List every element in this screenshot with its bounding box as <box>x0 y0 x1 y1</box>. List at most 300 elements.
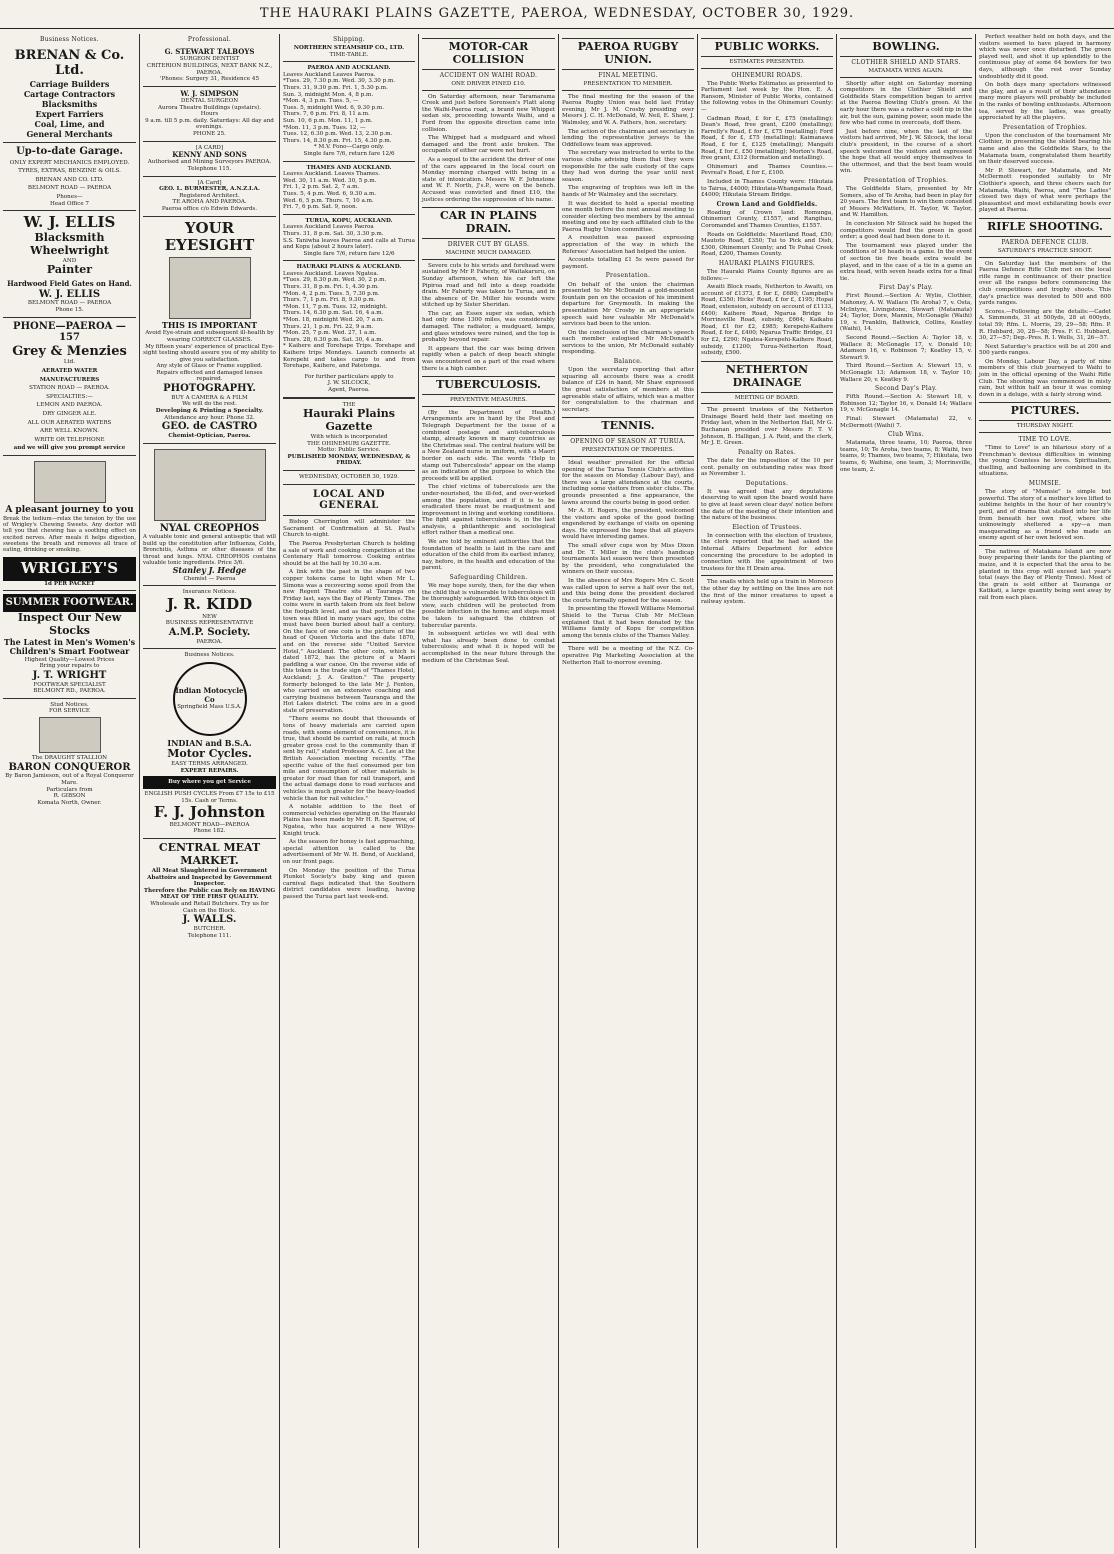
timetable-row: *Mon. 4, 3 p.m. Tues. 5, — <box>283 98 359 105</box>
buy-line: BUY A CAMERA & A FILM <box>171 394 248 401</box>
tuberculosis-headline: TUBERCULOSIS. <box>422 376 555 395</box>
article-paragraph: The tournament was played under the conditions of 16 heads in a game. In the event of section tie five heads extra would be played, and in the case of a tie in a game an extra head, with seven heads extra for a final tie. <box>840 242 972 282</box>
article-paragraph: The chief victims of tuberculosis are the under-nourished, the ill-fed, and over-worked among the population, and if it is to be eradicated there must be readjustment and improvement in living and working conditions. The fight against tuberculosis is, in the last analysis, a philanthropic and sociological effort rather than a medical one. <box>422 484 555 537</box>
article-paragraph: (By the Department of Health.) Arrangements are in hand by the Post and Telegraph Department for the issue of a combined postage and anti-tuberculosis stamp, already known in many countries as the Christmas seal. The central feature will be a New Zealand nurse in uniform, with a Maori border on each side. The words "Help to stamp out Tuberculosis" appear on the stamp as an indication of the purpose to which the proceeds will be applied. <box>422 409 555 482</box>
ellis-address: BELMONT ROAD — PAEROA <box>27 300 112 307</box>
article-paragraph: Severe cuts to his wrists and forehead were sustained by Mr P. Faherty, of Waitakaruru, on Sunday afternoon, when his car left the Pipiroa road and fell into a deep roadside drain. Mr Faherty was taken to Turua, and in the absence of Dr. Miller his wounds were stitched up by Sister Sheridan. <box>422 262 555 309</box>
article-subheading: Balance. <box>613 358 643 366</box>
horse-illustration <box>39 717 101 753</box>
phones-label: Phones— <box>56 193 83 200</box>
hedge-address: Chemist — Paeroa <box>183 575 236 582</box>
burmester-name: GEO. L. BURMESTER, A.N.Z.I.A. <box>159 186 260 193</box>
surgeon-line: SURGEON DENTIST <box>179 56 240 63</box>
article-paragraph: Second Round.—Section A: Taylor 18, v. Wallace 8; McGonagle 17, v. Donald 10; Adamson 16, v. Robinson 7; Keatley 15, v. Stewart 9. <box>840 334 972 361</box>
card-label: [A CARD] <box>195 144 224 151</box>
article-paragraph: In subsequent articles we will deal with what has already been done to combat tuberculosis; and what it is hoped will be accomplished in the near future through the medium of the Christmas Seal. <box>422 631 555 664</box>
public-works-subhead-2: OHINEMURI ROADS. <box>731 71 803 79</box>
photography-heading: PHOTOGRAPHY. <box>163 383 256 395</box>
stud-header: Stud Notices. <box>50 701 89 708</box>
wholesale-line: Wholesale and Retail Butchers. Try us for Cash on the Block. <box>150 900 269 914</box>
kenny-text: Authorised and Mining Surveyors PAEROA. <box>147 159 272 166</box>
rugby-headline: PAEROA RUGBY UNION. <box>562 38 694 70</box>
buy-where-line: Buy where you get Service <box>143 776 276 789</box>
timetable-row: *Tues. 29, 7.30 p.m. Wed. 30, 3.30 p.m. <box>283 78 396 85</box>
telephone-111: Telephone 111. <box>187 932 232 939</box>
public-works-headline: PUBLIC WORKS. <box>701 38 833 57</box>
rugby-subhead: FINAL MEETING. <box>598 71 658 79</box>
timetable-row: Tues. 12, 6.30 p.m. Wed. 13, 2.30 p.m. <box>283 131 393 138</box>
drain-subhead-2: MACHINE MUCH DAMAGED. <box>422 250 555 260</box>
manufacturers-line: MANUFACTURERS <box>39 376 100 383</box>
timetable-row: Thurs. 21, 1 p.m. Fri. 22, 9 a.m. <box>283 323 374 330</box>
article-paragraph: Just before nine, when the last of the visitors had arrived, Mr J. W. Silcock, the local club's president, in the course of a short speech welcomed the visitors and expressed the hope that all would enjoy themselves to the uttermost, and that the best team would win. <box>840 128 972 175</box>
article-paragraph: There will be a meeting of the N.Z. Co-operative Pig Marketing Association at the Netherton Hall to-morrow evening. <box>562 646 694 666</box>
timetable-row: Thurs. 14, 8.30 p.m. Fri. 15, 4.30 p.m. <box>283 137 392 144</box>
further-particulars: For further particulars apply to <box>304 373 394 380</box>
johnston-name: F. J. Johnston <box>153 803 266 822</box>
developing-line: Developing & Printing a Specialty. <box>155 408 264 415</box>
ellis-phone: Phone 15. <box>55 306 84 313</box>
column-news-1 <box>419 34 558 1548</box>
timetable-row: Tues. 5, 4 p.m. Wed. 6, 9.30 a.m. <box>283 190 377 197</box>
timetable-row: Tues. 5, midnight Wed. 6, 9.30 p.m. <box>283 104 384 111</box>
article-paragraph: In the absence of Mrs Rogers Mrs C. Scott was called upon to serve a half over the net, and this being done the president declared the courts formally opened for the season. <box>562 578 694 604</box>
article-paragraph: The Hauraki Plains County figures are as follows:— <box>701 269 833 282</box>
nyal-text: A valuable tonic and general antiseptic that will build up the constitution after Influenza, Colds, Bronchitis, Asthma or other diseases of the throat and lungs. NYAL CREOPHOS contains valuable tonic ingredients. Price 3/6. <box>143 534 276 566</box>
nameplate: Hauraki Plains Gazette <box>302 407 396 434</box>
kenny-card <box>143 142 276 177</box>
article-paragraph: Cadman Road, £ for £, £75 (metalling); Dean's Road, free grant, £200 (metalling); Farrelly's Road, £ for £, £75 (metalling); Ford Road, £ for £, £75 (metalling); Kaimanawa Road, £ for £, £125 (metalling); Mangaiti Road, £ for £, £50 (metalling); Morton's Road, free grant, £312 (formation and metalling). <box>701 115 833 162</box>
article-paragraph: We may hope surely, then, for the day when the child that is vulnerable to tuberculosis will be thoroughly safeguarded. With this object in view, such children will be protected from possible infection in the home; and steps must be taken to safeguard the children of tubercular parents. <box>422 583 555 629</box>
article-paragraph: Fifth Round.—Section A: Stewart 18, v. Robinson 12; Taylor 16, v. Donald 14; Wallace 19, v. McGonagle 14. <box>840 394 972 414</box>
brenan-address: BELMONT ROAD — PAEROA <box>27 185 112 192</box>
inspect-line: Inspect Our New Stocks <box>17 610 122 637</box>
business-header: Business Notices. <box>184 652 235 659</box>
amp-line: A.M.P. Society. <box>168 626 251 638</box>
aurora-line: Aurora Theatre Buildings (upstairs). <box>157 104 262 111</box>
timetable-row: Thurs. 14, 6.30 p.m. Sat. 16, 4 a.m. <box>283 310 384 317</box>
article-paragraph: Upon the conclusion of the tournament Mr Clothier, in presenting the shield bearing his name and also the Goldfields Stars, to the Matamata team, congratulated them heartily on their deserved success. <box>979 132 1111 166</box>
write-line: WRITE OR TELEPHONE <box>34 436 105 443</box>
timetable-row: *Mon. 25, 7 p.m. Wed. 27, 1 a.m. <box>283 330 377 337</box>
paeroa-line: PAEROA. <box>196 638 223 645</box>
for-service: FOR SERVICE <box>49 708 90 715</box>
article-paragraph: On the conclusion of the chairman's speech each member eulogised Mr McDonald's services to the union, Mr McDonald suitably responding. <box>562 329 694 356</box>
article-paragraph: Mr A. H. Rogers, the president, welcomed the visitors and spoke of the good feeling engendered by exchange of visits on opening days. He expressed the hope that all players would have interesting games. <box>562 508 694 541</box>
article-paragraph: Roading of Crown land: Romunga, Ohinemuri County, £1557, and Rangihau, Coromandel and Thames Counties, £1557. <box>701 209 833 229</box>
timetable-row: Sun. 3, midnight Mon. 4, 8 p.m. <box>283 91 374 98</box>
wright-name: J. T. WRIGHT <box>32 669 107 681</box>
bowling-subhead-2: MATAMATA WINS AGAIN. <box>840 68 972 78</box>
article-paragraph: Perfect weather held on both days, and the visitors seemed to have played in harmony which was never once disturbed. The green played well, and shot it up splendidly to the continuous play of some 64 bowlers for two days, although the rest over Sunday undoubtedly did it good. <box>979 34 1111 80</box>
route-note: S.S. Taniwha leaves Paeroa and calls at Turua and Kopu (about 2 hours later). <box>283 237 415 251</box>
summer-footwear: SUMMER FOOTWEAR. <box>3 594 136 612</box>
column-sport-pictures <box>976 34 1114 1548</box>
tuberculosis-subhead: PREVENTIVE MEASURES. <box>422 397 555 407</box>
drain-subhead: DRIVER CUT BY GLASS. <box>447 241 530 249</box>
article-paragraph: Third Round.—Section A: Stewart 15, v. McGonagle 13; Adamson 18, v. Taylor 10; Wallace 20, v. Keatley 9. <box>840 363 972 383</box>
all-our-line: ALL OUR AERATED WATERS <box>27 419 112 426</box>
article-paragraph: On Monday the position of the Turua Plunket Society's baby king and queen carnival flags indicated that the Southern district candidates were leading, having passed the Turua part last week-end. <box>283 867 415 900</box>
netherton-subhead: MEETING OF BOARD. <box>701 395 833 405</box>
castro-name: GEO. de CASTRO <box>161 421 258 433</box>
column-news-3 <box>698 34 836 1548</box>
brenan-ad <box>3 45 136 211</box>
local-general-heading: LOCAL AND GENERAL <box>312 488 386 512</box>
article-paragraph: It was decided to hold a special meeting one month before the next annual meeting to consider electing two members by the annual meeting and one by each affiliated club to the Paeroa Rugby Union committee. <box>562 200 694 233</box>
phone-157: PHONE—PAEROA —157 <box>13 320 126 344</box>
article-paragraph: The Paeroa Presbyterian Church is holding a sale of work and cooking competition at the Centenary Hall tomorrow. Cooking entries should be at the hall by 10.30 a.m. <box>283 541 415 567</box>
timetable-row: Thurs. 7, 6 p.m. Fri. 8, 11 a.m. <box>283 111 370 118</box>
issue-date: WEDNESDAY, OCTOBER 30, 1929. <box>298 474 399 481</box>
collision-subhead-2: ONE DRIVER FINED £10. <box>422 81 555 91</box>
lemon-line: LEMON AND PAEROA. <box>36 402 103 409</box>
ellis-name: W. J. ELLIS <box>23 213 116 232</box>
article-paragraph: In connection with the election of trustees, the clerk reported that he had asked the Internal Affairs Department for advice concerning the procedure to be adopted in connection with the appointment of two trustees for the H Drain area. <box>701 532 833 572</box>
route-heading: TURUA, KOPU, AUCKLAND. <box>305 217 393 224</box>
article-paragraph: Shortly after eight on Saturday morning competitors in the Clothier Shield and Goldfields Stars competition began to arrive at the Paeroa Bowling Club's green. At the early hour there was a rather a cold nip in the air, but the sun, gaining power, soon made the few who had come in overcoats, doff them. <box>840 80 972 127</box>
article-paragraph: Accounts totalling £1 5s were passed for payment. <box>562 257 694 270</box>
hours-text: 9 a.m. till 5 p.m. daily. Saturdays: All day and evenings. <box>145 117 274 131</box>
article-paragraph: The date for the imposition of the 10 per cent. penalty on outstanding rates was fixed as November 1. <box>701 457 833 478</box>
published-line: PUBLISHED MONDAY, WEDNESDAY, & FRIDAY. <box>287 453 411 467</box>
particulars-line: Particulars from <box>46 786 93 793</box>
incorporated-line: With which is incorporated <box>310 434 388 441</box>
wrigleys-logo: WRIGLEY'S <box>3 557 136 581</box>
rep-line: BUSINESS REPRESENTATIVE <box>165 620 254 627</box>
article-paragraph: Roads on Goldfields: Maoriland Road, £50; Mautoto Road, £350; Tui to Pick and Dish, £300, Ohinemuri County; and Te Puhai Creek Road, £200, Thames County. <box>701 231 833 258</box>
timetable-row: Thurs. 31, 8 p.m. Sat. 30, 3.30 p.m. <box>283 230 384 237</box>
meat-text: All Meat Slaughtered in Government Abattoirs and Inspected by Government Inspector. <box>147 867 272 888</box>
route-note: * M.V. Fono—Cargo only. <box>313 144 385 151</box>
tennis-headline: TENNIS. <box>562 417 694 436</box>
service-line: Coal, Lime, and <box>34 118 105 129</box>
service-line: Carriage Builders <box>29 78 110 89</box>
timetable-row: *Tues. 29, 8.30 p.m. Wed. 30, 2 p.m. <box>283 277 387 284</box>
timetable-row: Thurs. 7, 1 p.m. Fri. 8, 9.30 p.m. <box>283 297 376 304</box>
article-subheading: First Day's Play. <box>879 284 933 292</box>
service-line: Cartage Contractors <box>23 88 116 99</box>
article-paragraph: We are told by eminent authorities that the foundation of health is laid in the care and education of the child from its earliest infancy, nay, before, in the health and education of the parent. <box>422 539 555 572</box>
article-paragraph: The natives of Matakana Island are now busy preparing their lands for the planting of maize, and it is expected that the area to be planted in this crop will exceed last year's total (says the Bay of Plenty Times). Most of the grain is sold either at Tauranga or Katikati, a large quantity being sent away by rail from each place. <box>979 548 1111 602</box>
bowling-subhead: CLOTHIER SHIELD AND STARS. <box>851 58 961 66</box>
timetable-row: Wed. 30, 11 a.m. Wed. 30, 5 p.m. <box>283 177 377 184</box>
ellis-ad <box>3 211 136 317</box>
collision-subhead: ACCIDENT ON WAIHI ROAD. <box>439 71 538 79</box>
johnston-ad <box>143 649 276 839</box>
talboys-phones: 'Phones: Surgery 31, Residence 45 <box>159 76 260 83</box>
bowling-headline: BOWLING. <box>840 38 972 57</box>
ellis-line: Blacksmith <box>34 230 105 244</box>
brenan-services <box>3 79 136 139</box>
article-paragraph: Next Saturday's practice will be at 200 and 500 yards ranges. <box>979 343 1111 357</box>
experience-text: My fifteen years' experience of practical Eye-sight testing should assure you of my ability to give you satisfaction. <box>143 343 276 363</box>
article-subheading: MUMSIE. <box>1028 480 1062 488</box>
article-paragraph: It was agreed that any deputations deserving to wait upon the board would have to give at least seven clear days' notice before the date of the meeting of their intention and the nature of the business. <box>701 488 833 522</box>
meat-heading: CENTRAL MEAT MARKET. <box>158 841 261 868</box>
komata-line: Komata North, Owner. <box>37 799 102 806</box>
drain-headline: CAR IN PLAINS DRAIN. <box>422 207 555 239</box>
talboys-card <box>143 45 276 87</box>
route-columns: Leaves Auckland. Leaves Thames. <box>283 171 380 178</box>
draught-line: The DRAUGHT STALLION <box>31 755 108 762</box>
brenan-name: BRENAN & Co. Ltd. <box>14 48 125 79</box>
article-subheading: Crown Land and Goldfields. <box>716 200 818 208</box>
column-business-notices <box>0 34 139 1548</box>
timetable-row: *Mon. 11, 7 p.m. Tues. 12, midnight. <box>283 303 388 310</box>
baron-pedigree: By Baron Jamieson, out of a Royal Conqueror Mare. <box>5 773 134 787</box>
public-works-subhead: ESTIMATES PRESENTED. <box>701 59 833 69</box>
criterion-line: CRITERION BUILDINGS, NEXT BANK N.Z., PAEROA. <box>146 62 273 76</box>
article-paragraph: Ideal weather prevailed for the official opening of the Turua Tennis Club's activities for the season on Monday (Labour Day), and there was a large attendance at the courts, including some visitors from sister clubs. The grounds presented a fine appearance, the lawns around the courts being in good order. <box>562 459 694 506</box>
kidd-card <box>143 586 276 649</box>
indian-logo-city: Springfield Mass U.S.A. <box>177 703 242 710</box>
kidd-name: J. R. KIDD <box>166 594 253 613</box>
timetable-row: *Mon. 18, midnight Wed. 20, 7 a.m. <box>283 317 384 324</box>
timetable-label: TIME-TABLE. <box>329 51 369 58</box>
motor-cycles-line: Motor Cycles. <box>167 747 252 761</box>
article-paragraph: The action of the chairman and secretary in lending the representative jerseys to the Oddfellows team was approved. <box>562 128 694 148</box>
column-shipping <box>280 34 418 1548</box>
new-line: NEW <box>202 613 217 620</box>
indian-logo <box>173 662 247 736</box>
article-paragraph: Included in Thames County were: Hikutaia to Tairua, £4000; Hikutaia-Whangamata Road, £4000; Hikutaia Stream Bridge. <box>701 178 833 199</box>
kenny-name: KENNY AND SONS <box>172 150 247 160</box>
article-paragraph: The present trustees of the Netherton Drainage Board held their last meeting on Friday last, when in the Netherton Hall, Mr G. Buchanan presided over Messrs F. T. V. Johnson, B. Halligan, J. A. Reid, and the clerk, Mr J. E. Green. <box>701 407 833 447</box>
brenan-company: BRENAN AND CO. LTD. <box>35 176 104 183</box>
article-paragraph: In conclusion Mr Silcock said he hoped the competitors would find the green in good order; a good deal had been done to it. <box>840 221 972 241</box>
article-paragraph: Matamata, three teams, 10; Paeroa, three teams, 10; Te Aroha, two teams, 8; Waihi, two teams, 9; Thames, two teams, 7; Hikutaia, two teams, 6; Waihine, one team, 3; Morrinsville, one team, 2. <box>840 440 972 473</box>
masthead: THE HAURAKI PLAINS GAZETTE, PAEROA, WEDNESDAY, OCTOBER 30, 1929. <box>0 0 1114 29</box>
avoid-text: Avoid Eye-strain and subsequent ill-health by wearing CORRECT GLASSES. <box>145 330 274 343</box>
route-columns: Leaves Auckland Leaves Paeroa <box>283 224 374 231</box>
gates-line: Hardwood Field Gates on Hand. <box>7 279 132 289</box>
push-cycles-line: ENGLISH PUSH CYCLES From £7 15s to £15 15s. Cash or Terms. <box>144 790 275 804</box>
talboys-name: G. STEWART TALBOYS <box>164 47 255 57</box>
repairs-line: Bring your repairs to <box>39 663 100 670</box>
pictures-headline: PICTURES. <box>979 402 1111 421</box>
hours-label: Hours <box>200 111 219 118</box>
timetable-row: Fri. 1, 2 p.m. Sat. 2, 7 a.m. <box>283 184 360 191</box>
article-paragraph: Ohinemuri and Thames Counties.—Pevreal's Road, £ for £, £100. <box>701 163 833 177</box>
station-line: STATION ROAD — PAEROA. <box>29 385 110 392</box>
article-paragraph: Mr P. Stewart, for Matamata, and Mr McDermott responded suitably to Mr Clothier's speech, and three cheers each for Matamata, Waihi, Paeroa, and "The Ladies" closed two days of what were perhaps the pleasantest and most exhilarating bowls ever played at Paeroa. <box>979 167 1111 214</box>
important-line: THIS IS IMPORTANT <box>161 319 258 330</box>
article-paragraph: The small silver cups won by Miss Dixon and Dr. T. Miller in the club's handicap tournaments last season were then presented by the president, who congratulated the winners on their success. <box>562 543 694 576</box>
gibson-name: R. GIBSON <box>53 793 86 800</box>
nameplate-the: THE <box>342 401 356 408</box>
route-fare: Single fare 7/6, return fare 12/6 <box>303 150 395 157</box>
section-header: Business Notices. <box>40 36 99 43</box>
wright-sub: FOOTWEAR SPECIALIST <box>33 681 106 688</box>
route-columns: Leaves Auckland Leaves Paeroa. <box>283 71 376 78</box>
rest-line: We will do the rest. <box>182 401 237 408</box>
article-paragraph: The secretary was instructed to write to the various clubs advising them that they were responsible for the safe custody of the caps they had won during the year until next season. <box>562 150 694 183</box>
tennis-subhead-2: PRESENTATION OF TROPHIES. <box>562 447 694 457</box>
meat-text-2: Therefore the Public can Rely on HAVING MEAT OF THE FIRST QUALITY. <box>143 887 276 901</box>
route-fare: Single fare 7/6, return fare 12/6 <box>303 250 395 257</box>
pictures-subhead: THURSDAY NIGHT. <box>979 423 1111 433</box>
article-subheading: Presentation. <box>605 272 651 280</box>
phone-25: PHONE 25. <box>193 130 226 137</box>
article-paragraph: On behalf of the union the chairman presented to Mr McDonald a gold-mounted fountain pen on the occasion of his imminent departure for Greymouth. In making the presentation Mr Crosby in an appropriate speech said how valuable Mr McDonald's services had been to the union. <box>562 281 694 328</box>
article-paragraph: The Public Works Estimates as presented to Parliament last week by the Hon. E. A. Ransom, Minister of Public Works, contained the following votes in the Ohinemuri County:— <box>701 80 833 114</box>
latest-line: The Latest in Men's Women's Children's Smart Footwear <box>3 636 136 657</box>
pleasant-heading: A pleasant journey to you <box>5 504 134 515</box>
expert-repairs-line: EXPERT REPAIRS. <box>180 767 239 774</box>
route-heading: HAURAKI PLAINS & AUCKLAND. <box>296 264 402 271</box>
timetable-row: *Mon. 4, 2 p.m. Tues. 5, 7.30 p.m. <box>283 290 380 297</box>
ellis-line: Wheelwright <box>30 243 109 257</box>
article-paragraph: A resolution was passed expressing appreciation of the way in which the Referees' Association had helped the union. <box>562 235 694 255</box>
route-note: * Kaihere and Torehape Trips. Torehape and Kaihere trips Mondays. Launch connects at Kerepehi and takes cargo to and from Torehape, Kaihere, and Patetonga. <box>283 343 415 370</box>
route-heading: PAEROA AND AUCKLAND. <box>307 65 391 72</box>
timetable-row: Wed. 6, 5 p.m. Thurs. 7, 10 a.m. <box>283 197 374 204</box>
te-aroha-line: TE AROHA AND PAEROA. <box>172 199 247 206</box>
footwear-ad <box>3 591 136 699</box>
article-paragraph: Final: Stewart (Matamata) 22, v. McDermott (Waihi) 7. <box>840 416 972 429</box>
hedge-signature: Stanley J. Hedge <box>172 565 247 576</box>
ellis-line: AND <box>62 257 77 264</box>
article-paragraph: The Goldfields Stars, presented by Mr Somers, also of Te Aroha, had been in play for 20 years. The first team to win them consisted of Messrs McWatters, H. Taylor, W. Taylor, and W. Hamilton. <box>840 186 972 219</box>
rifle-subhead: PAEROA DEFENCE CLUB. <box>1001 238 1089 246</box>
service-line: Expert Farriers <box>35 108 104 119</box>
phone-182: Phone 182. <box>193 828 226 835</box>
stud-notice <box>3 699 136 810</box>
article-subheading: Safeguarding Children. <box>449 574 528 582</box>
timetable-row: Thurs. 31, 8 p.m. Fri. 1, 4.30 p.m. <box>283 284 379 291</box>
article-subheading: Presentation of Trophies. <box>863 176 949 184</box>
well-known-line: ARE WELL KNOWN. <box>40 428 99 435</box>
architect-line: Registered Architect. <box>179 192 240 199</box>
article-paragraph: "There seems no doubt that thousands of tons of heavy materials are carried upon roads, with some element of convenience, it is true, that should be carried on rails, at much greater gross cost to the community than if sent by rail," stated Professor A. C. Lee at the British Association meeting recently. "The specific value of the fuel consumed per ton mile and consumption of other materials is greater for road than for rail transport, and the actual damage done to road surfaces and vehicles is much greater for the heavy-loaded vehicle than for rail vehicles." <box>283 716 415 802</box>
grey-menzies-ad <box>3 318 136 456</box>
indian-logo-text: Indian Motocycle Co <box>175 686 244 704</box>
telephone-115: Telephone 115. <box>187 165 232 172</box>
article-paragraph: It appears that the car was being driven rapidly when a patch of deep beach shingle was encountered on a part of the road where there is a high camber. <box>422 345 555 372</box>
article-paragraph: Upon the secretary reporting that after squaring all accounts there was a credit balance of £24 in hand, Mr Shaw expressed the great satisfaction of members at this agreeable state of affairs, which was a matter for congratulation to the chairman and secretary. <box>562 367 694 413</box>
article-paragraph: A notable addition to the fleet of commercial vehicles operating on the Hauraki Plains has been made by Mr H. R. Sparrow, of Ngatea, who has acquired a new Willys-Knight truck. <box>283 804 415 837</box>
article-paragraph: First Round.—Section A: Wylie, Clothier, Mahoney, A. W. Wallace (Te Aroha) 7, v. Osta, McIntyre, Livingstone, Stewart (Matamata) 24; Taylor, Dore, Mannix, McGonagle (Waihi) 19, v. Franklin, Bathwick, Collins, Keatley (Waihi), 14. <box>840 293 972 333</box>
wrigleys-ad <box>3 456 136 591</box>
article-paragraph: The engraving of trophies was left in the hands of Mr Walmsley and the secretary. <box>562 185 694 198</box>
article-paragraph: On Saturday last the members of the Paeroa Defence Rifle Club met on the local rifle range in continuance of their practice over all the ranges before commencing the club competitions and trophy shoots. This day's practice was devoted to 500 and 600 yards ranges. <box>979 260 1111 307</box>
ellis-line: Painter <box>46 263 93 277</box>
style-line: Any style of Glass or Frame supplied. <box>156 363 263 370</box>
article-subheading: Election of Trustees. <box>732 523 802 531</box>
article-subheading: Club Wins. <box>888 431 924 439</box>
ltd-label: Ltd. <box>63 359 76 366</box>
timetable-row: *Mon. 11, 3 p.m. Tues. 12, — <box>283 124 366 131</box>
office-line: Paeroa office c/o Edwin Edwards. <box>161 205 258 212</box>
burmester-card <box>143 177 276 217</box>
service-line: General Merchants <box>26 128 113 139</box>
timetable-row: Fri. 7, 6 p.m. Sat. 9, noon. <box>283 204 358 211</box>
travellers-illustration <box>34 461 106 503</box>
indian-bsa-line: INDIAN and B.S.A. <box>167 737 252 748</box>
tyres-line: TYRES, EXTRAS, BENZINE & OILS. <box>18 168 121 175</box>
ginger-line: DRY GINGER ALE. <box>42 411 97 417</box>
johnston-address: BELMONT ROAD—PAEROA <box>169 821 250 828</box>
pleasant-text: Break the tedium—relax the tension by the use of Wrigley's Chewing Sweets. Any doctor will tell you that chewing has a soothing effect on excited nerves. After meals it helps digestion, sweetens the breath and removes all trace of eating, drinking or smoking. <box>3 515 136 554</box>
specialties-line: SPECIALTIES:— <box>46 393 93 400</box>
article-paragraph: Scores.—Following are the details:—Cadet A. Simmonds, 31 at 500yds, 28 at 600yds, total 59; Rfm. L. Morris, 29, 29—58; Rfm. P. R. Hubbard, 30, 28—58; Pres. F. C. Hubbard, 30, 27—57; Dep.-Pres. R. I. Wells, 31, 26—57. <box>979 308 1111 342</box>
article-paragraph: On Saturday afternoon, near Taramarama Creek and just before Sorensen's Flatt along the Waihi-Paeroa road, a brand new Whippet sedan six, proceeding towards Waihi, and a Ford from the opposite direction came into collision. <box>422 93 555 133</box>
mechanics-line: ONLY EXPERT MECHANICS EMPLOYED. <box>9 159 130 166</box>
quality-line: Highest Quality—Lowest Prices <box>24 656 115 663</box>
column-professional <box>140 34 279 1548</box>
tennis-subhead: OPENING OF SEASON AT TURUA. <box>570 438 686 446</box>
chemist-line: Chemist-Optician, Paeroa. <box>168 433 251 440</box>
article-paragraph: The Whippet had a mudguard and wheel damaged and the front axle broken. The occupants of either car were not hurt. <box>422 135 555 155</box>
column-news-2 <box>559 34 697 1548</box>
prompt-line: and we will give you prompt service <box>13 445 126 452</box>
article-subheading: Second Day's Play. <box>874 385 938 393</box>
rugby-subhead-2: PRESENTATION TO MEMBER. <box>562 81 694 91</box>
wrigleys-price: 1d PER PACKET <box>44 580 95 587</box>
article-paragraph: A link with the past in the shape of two copper tokens came to light when Mr L. Simons was a recovering some spoil from the new Regent Theatre site at Tauranga on Friday last, says the Bay of Plenty Times. The coins were in earth taken from six feet below the footpath level, and as that portion of the town was filled in many years ago, the coins must have been buried about half a century. On the face of one coin is the picture of the head of Queen Victoria and the date 1870, and on the reverse side "United Service Hotel," Auckland. The other coin, which is dated 1872, has the picture of a Maori paddling a war canoe. On the reverse side of this token is the trade sign of "Thames Hotel, Auckland; J. A. Gratton." The property formerly belonged to the late Mr J. Fenton, who carried on an extensive coaching and carrying business between Tauranga and the Hot Lakes district. The coins are in a good state of preservation. <box>283 569 415 714</box>
article-paragraph: As a sequel to the accident the driver of one of the cars appeared in the local court on Monday morning charged with being in a state of intoxication. Messrs W. F. Johnstone and W. F. North, J's.P., were on the bench. Accused was convicted and fined £10, the justices ordering the suppression of his name. <box>422 156 555 203</box>
article-paragraph: As the season for honey is fast approaching, special attention is called to the advertisement of Mr W. H. Bond, of Auckland, on our front page. <box>283 839 415 865</box>
wright-address: BELMONT RD., PAEROA. <box>33 688 106 695</box>
article-paragraph: On both days many spectators witnessed the play, and as a result of their attendance many more players will probably be included in the ranks of bowling enthusiasts. Afternoon tea, served by the ladies, was greatly appreciated by all the players. <box>979 82 1111 122</box>
eye-illustration <box>169 257 251 319</box>
article-subheading: HAURAKI PLAINS FIGURES. <box>718 259 816 267</box>
aerated-line: AERATED WATER <box>41 368 98 375</box>
insurance-header: Insurance Notices. <box>182 589 237 596</box>
section-header: Shipping. <box>333 36 365 43</box>
nyal-ad <box>143 444 276 587</box>
nyal-name: NYAL CREOPHOS <box>159 522 260 534</box>
nyal-illustration <box>154 449 266 521</box>
simpson-card <box>143 87 276 142</box>
attendance-line: Attendance any hour. Phone 32. <box>164 414 255 421</box>
route-heading: THAMES AND AUCKLAND. <box>306 164 392 171</box>
ohinemuri-line: THE OHINEMURI GAZETTE. <box>307 440 391 447</box>
timetable-row: Sun. 10, 6 p.m. Mon. 11, 1 p.m. <box>283 118 373 125</box>
timetable-row: Thurs. 28, 6.30 p.m. Sat. 30, 4 a.m. <box>283 336 384 343</box>
head-office: Head Office 7 <box>49 200 89 207</box>
castro-ad <box>143 217 276 444</box>
easy-terms-line: EASY TERMS ARRANGED. <box>171 761 248 768</box>
baron-name: BARON CONQUEROR <box>8 761 131 773</box>
eyesight-heading: YOUR EYESIGHT <box>164 218 255 255</box>
dental-line: DENTAL SURGEON <box>180 97 239 104</box>
ellis-name-2: W. J. ELLIS <box>38 288 101 300</box>
article-subheading: Penalty on Rates. <box>737 448 797 456</box>
column-bowling <box>837 34 975 1548</box>
article-paragraph: The story of "Mumsie" is simple but powerful. The story of a mother's love lifted to sublime heights in the hour of her country's peril, and of drama that stalked into her life from beneath her own roof, where she unknowingly sheltered a spy—a man masquerading as a friend who made an enemy agent of her own beloved son. <box>979 489 1111 542</box>
timetable-row: Thurs. 31, 9.30 p.m. Fri. 1, 5.30 p.m. <box>283 85 388 92</box>
collision-headline: MOTOR-CAR COLLISION <box>422 38 555 70</box>
simpson-name: W. J. SIMPSON <box>180 88 239 98</box>
repairs-line: Repairs effected and damaged lenses repaired. <box>156 369 263 383</box>
article-paragraph: The car, an Essex super six sedan, which had only done 1300 miles, was considerably damaged. The radiator, a mudguard, lamps, and glass windows were ruined, and the top is probably beyond repair. <box>422 310 555 344</box>
article-paragraph: The snails which held up a train in Morocco the other day by settling on the lines are not the first of the minor creatures to upset a railway system. <box>701 579 833 606</box>
card-label: [A Card] <box>197 179 222 186</box>
rifle-subhead-2: SATURDAY'S PRACTICE SHOOT. <box>979 248 1111 258</box>
service-line: Blacksmiths <box>41 98 98 109</box>
agent-name: J. W. SILCOCK, <box>327 380 371 387</box>
article-subheading: Deputations. <box>745 479 789 487</box>
section-header: Professional. <box>187 36 232 43</box>
shipping-company: NORTHERN STEAMSHIP CO., LTD. <box>293 45 405 52</box>
route-columns: Leaves Auckland. Leaves Ngatea. <box>283 270 379 277</box>
walls-name: J. WALLS. <box>182 914 237 926</box>
article-paragraph: In presenting the Howell Williams Memorial Shield to the Turua Club Mr McClean explained that it had been donated by the Williams family of Kopu for competition among the tennis clubs of the Thames Valley. <box>562 606 694 639</box>
grey-menzies-name: Grey & Menzies <box>12 344 127 360</box>
agent-title: Agent, Paeroa. <box>328 386 370 393</box>
